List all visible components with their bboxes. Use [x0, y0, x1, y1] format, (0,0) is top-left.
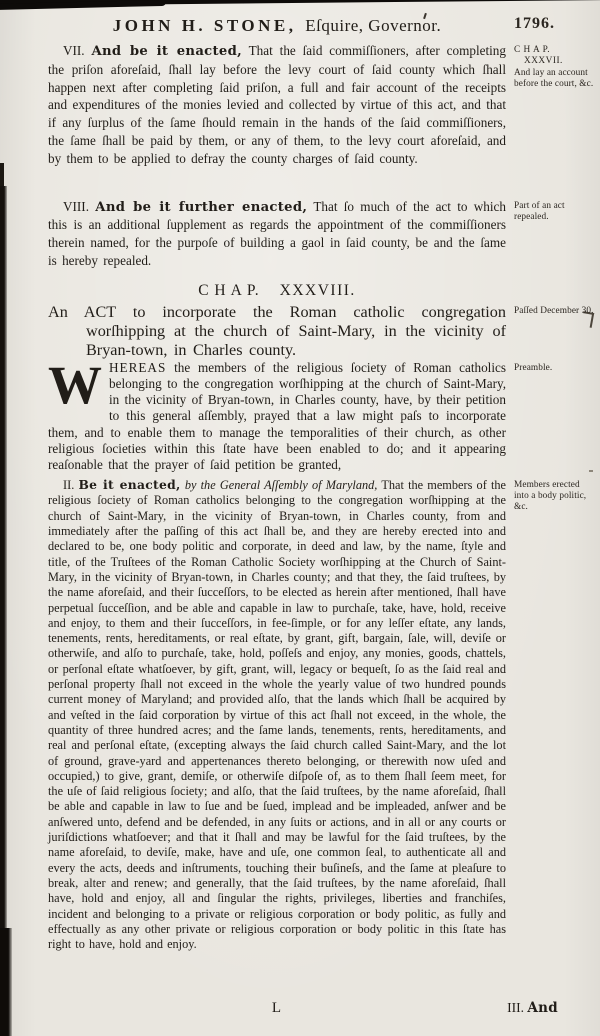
section-body: That the members of the religious ſociety of Roman catholics belonging to the congregation worſhipping at the church of Saint-Mary, in the vicinity of Bryan-town, in Charles county, from and immediately after the paſſing of this act ſhall be, and they are hereby erected into and declared to be, one body politic and corporate, in deed and law, by the name, ſtyle and title, of the Truſtees of the Roman Catholic Society worſhipping at the Church of Saint-Mary, in the vicinity of Bryan-town, in Charles county; and that they, the ſaid truſtees, by the name aforeſaid, and their ſucceſſors, to be elected as herein after mentioned, ſhall have perpetual ſucceſſion, and be able and capable in law to purchaſe, take, have, hold, receive and enjoy, to them and their ſucceſſors, in fee-ſimple, or for any leſſer eſtate, any lands, tenements, rents, hereditaments, or real eſtate, by grant, gift, bargain, ſale, will, deviſe or otherwiſe, and alſo to purchaſe, take, hold, poſſeſs and enjoy, any monies, goods, chattels, or perſonal eſtate whatſoever, by gift, grant, will, legacy or bequeſt, ſo as the ſaid real and perſonal property ſhall not exceed in the whole the yearly value of two hundred pounds current money of Maryland; and provided alſo, that the lands which ſhall be acquired by and veſted in the ſaid corporation by virtue of this act ſhall not exceed, in the whole, the quantity of three hundred acres; and the ſame lands, tenements, rents, hereditaments, and real and perſonal eſtate, (excepting always the ſaid church called Saint-Mary, and the lot of ground, grave-yard and appertenances thereto belonging, or therewith now uſed and occupied,) to give, grant, demiſe, or otherwiſe diſpoſe of, as to them ſhall ſeem meet, for the uſe of ſaid religious ſociety; and alſo, that the ſaid truſtees, by the name aforeſaid, ſhall be able and capable in law to ſue and be ſued, implead and be impleaded, anſwer and be anſwered unto, defend and be defended, in any ſuits or actions, and in all or any courts or juriſdictions whatſoever; and that it ſhall and may be lawful for the ſaid truſtees, by the name aforeſaid, to deviſe, make, have and uſe, one common ſeal, to authenticate all and every the acts, deeds and inſtruments, touching their buſineſs, and the ſame at pleaſure to break, alter and renew; and generally, that the ſaid truſtees, by the name aforeſaid, ſhall have, hold and enjoy, all and ſingular the rights, privileges, liberties and franchiſes, incident and belonging to a private or religious corporation or body politic, as fully and effectually as any other private or religious corporation or body politic in this ſtate has right to have, hold and enjoy.: [48, 478, 507, 952]
preamble-lead: HEREAS: [109, 359, 167, 375]
margin-note-repealed: [514, 198, 594, 223]
preamble-paragraph: [48, 354, 506, 473]
preamble-body: the members of the religious ſociety of Roman catholics belonging to the congregation worſhipping at the church of Saint-Mary, in the vicinity of Bryan-town, in Charles county, have, by their petition to this general aſſembly, prayed that a law might paſs to incorporate them, and to enable them to manage the temporalities of their church, as other religious ſocieties within this ſtate have been enabled to do; and it appearing reaſonable that the prayer of ſaid petition be granted,: [48, 359, 506, 472]
governor-name: JOHN H. STONE,: [112, 16, 297, 35]
enacting-clause: And be it enacted,: [91, 44, 242, 59]
margin-note-preamble: [514, 360, 594, 374]
margin-note-text: Paſſed December 30.: [514, 305, 594, 316]
signature-mark: L: [271, 1000, 283, 1016]
margin-note-text: Part of an act repealed.: [514, 200, 565, 222]
catchword: [507, 1000, 558, 1016]
section-vii-paragraph: [48, 42, 506, 168]
drop-cap: W: [48, 354, 102, 415]
margin-note-passed: [514, 303, 594, 317]
catchword-word: And: [527, 1000, 558, 1016]
act-title: An ACT to incorporate the Roman catholic congregation worſhipping at the church of Saint-Mary, in the vicinity of Bryan-town, in Charles county.: [48, 302, 506, 359]
margin-note-chap-numeral: XXXVII.: [524, 56, 563, 66]
running-header: [0, 16, 600, 36]
section-vii-row: [0, 42, 600, 168]
margin-note-text: Preamble.: [514, 362, 553, 373]
chapter-heading-row: [0, 282, 600, 300]
margin-note-text: Members erected into a body politic, &c.: [514, 480, 587, 513]
chapter-label: C H A P.: [198, 281, 260, 299]
section-number: VII.: [63, 43, 85, 58]
section-ii-paragraph: [48, 477, 506, 952]
section-viii-paragraph: [48, 198, 506, 270]
section-number: VIII.: [63, 198, 89, 214]
section-viii-row: [0, 198, 600, 270]
catchword-numeral: III.: [507, 1000, 524, 1015]
chapter-heading: [48, 282, 506, 300]
act-title-row: [0, 303, 600, 360]
page-year: 1796.: [514, 15, 555, 32]
chapter-numeral: XXXVIII.: [279, 281, 356, 299]
assembly-authority: by the General Aſſembly of Maryland,: [184, 478, 378, 493]
section-body: That the ſaid commiſſioners, after completing the priſon aforeſaid, ſhall lay before the levy court of ſaid county which ſhall happen next after completing ſaid priſon, a full and fair account of the receipts and expenditures of the monies levied and collected by virtue of this act, and that if any ſurplus of the ſame ſhould remain in the hands of the ſaid commiſſioners, the ſame ſhall be paid by them, or any of them, to the levy court aforeſaid, and by them to be applied to defray the county charges of ſaid county.: [48, 43, 506, 166]
section-number: II.: [63, 478, 75, 493]
margin-note-chap-label: C H A P.: [514, 45, 551, 55]
margin-note-body-politic: [514, 477, 594, 513]
page-content: [0, 16, 600, 952]
section-body: That ſo much of the act to which this is an additional ſupplement as regards the appointment of the commiſſioners therein named, for the purpoſe of building a gaol in ſaid county, be and the ſame is hereby repealed.: [48, 198, 506, 268]
enacting-clause: Be it enacted,: [78, 477, 181, 493]
page-title: [48, 16, 506, 36]
preamble-row: [0, 354, 600, 473]
margin-note-chap-xxxvii: [514, 42, 594, 90]
margin-note-text: And lay an account before the court, &c.: [514, 68, 594, 89]
governor-suffix: Eſquire, Governor.: [305, 16, 442, 35]
section-ii-row: [0, 477, 600, 952]
enacting-clause: And be it further enacted,: [95, 199, 308, 215]
